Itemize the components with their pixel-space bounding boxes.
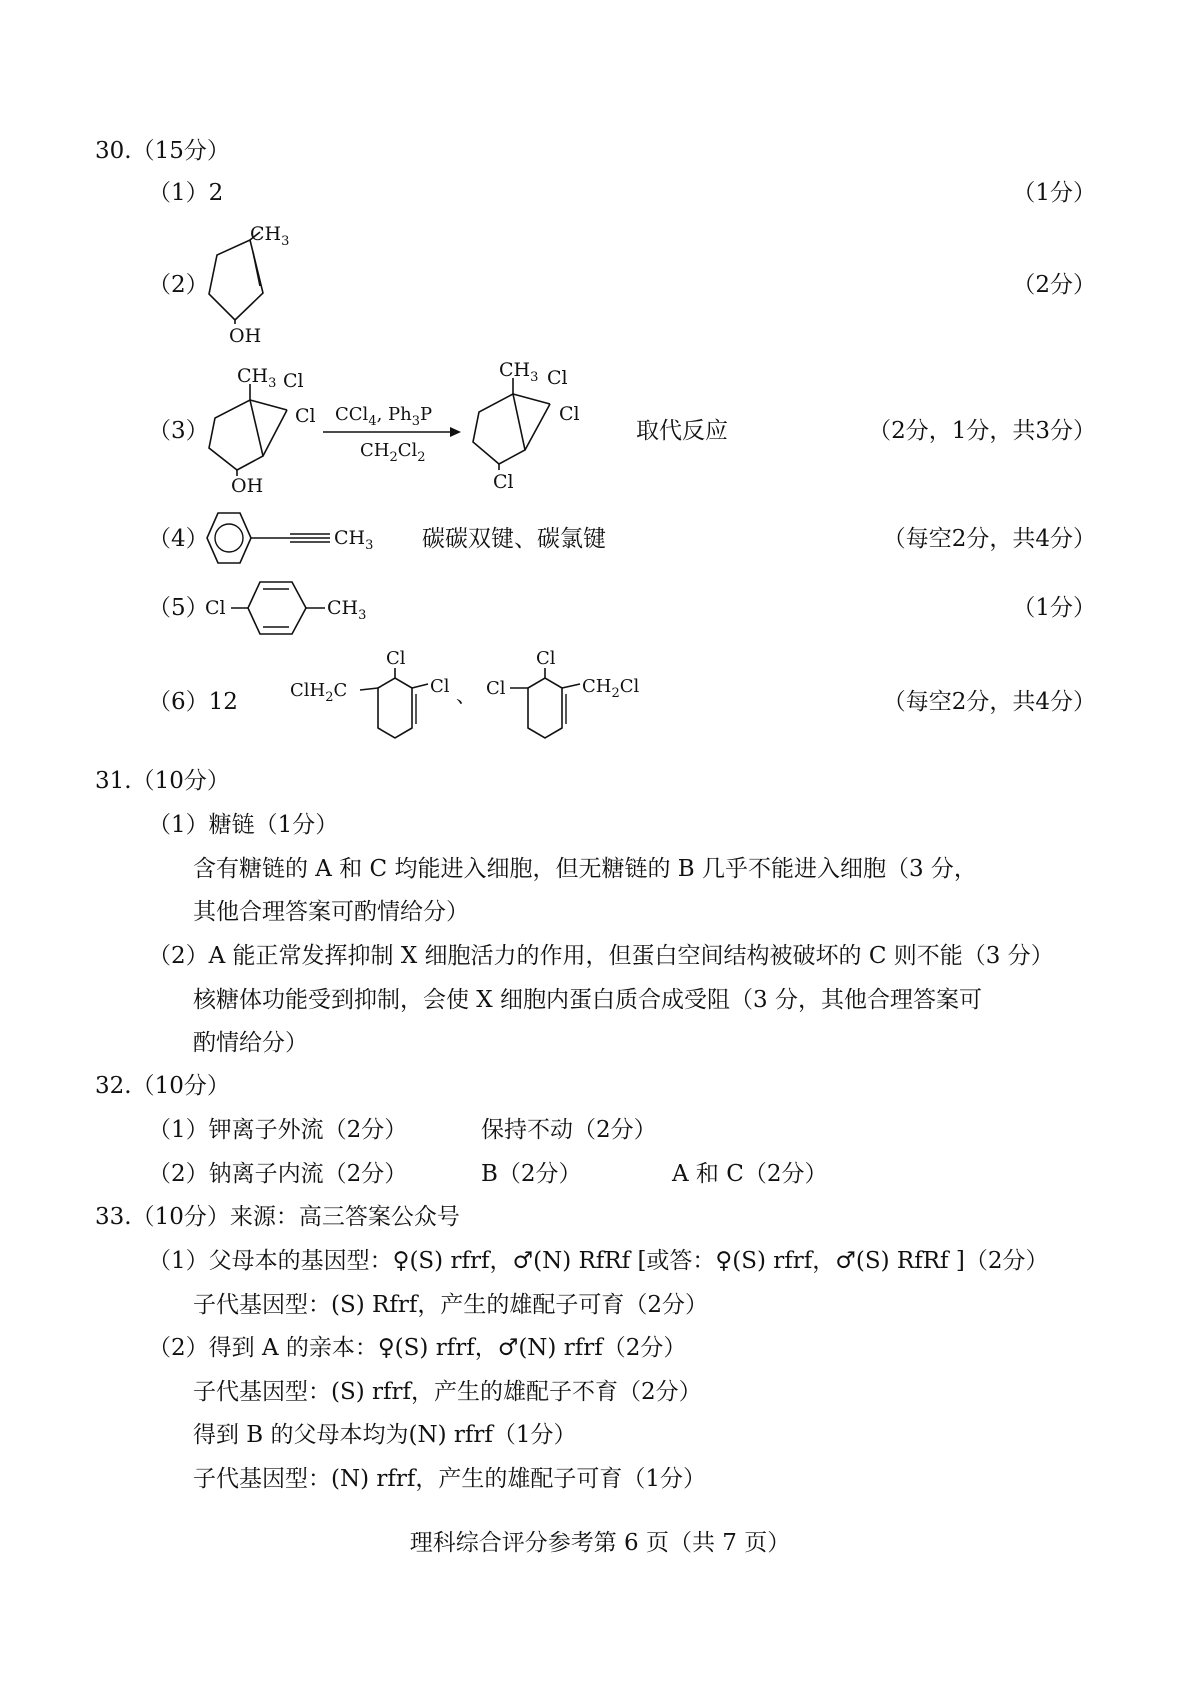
- svg-text:CH3: $CH_3$: [334, 527, 374, 553]
- q31-heading: 31.（10分）: [95, 768, 230, 794]
- svg-text:CH2Cl: $CH_2Cl$: [582, 676, 640, 701]
- q31-part1-line1: 含有糖链的 A 和 C 均能进入细胞，但无糖链的 B 几乎不能进入细胞（3 分，: [193, 856, 977, 882]
- q31-part2-line2: 核糖体功能受到抑制，会使 X 细胞内蛋白质合成受阻（3 分，其他合理答案可: [193, 987, 982, 1013]
- svg-text:Cl: Cl: [295, 405, 316, 427]
- q30-part5-structure: [203, 576, 383, 640]
- q30-part6-structures: [290, 642, 670, 760]
- q30-part3-score: （2分，1分，共3分）: [868, 418, 1096, 444]
- svg-text:Cl: Cl: [486, 678, 506, 699]
- svg-text:、: 、: [456, 683, 476, 707]
- q30-part5-label: （5）: [148, 595, 209, 621]
- q32-row2-b: B（2分）: [481, 1161, 582, 1187]
- q33-line4: 子代基因型：(S) rfrf，产生的雄配子不育（2分）: [193, 1379, 702, 1405]
- q30-part2-score: （2分）: [1012, 272, 1096, 298]
- q30-part2-structure: [195, 218, 305, 350]
- svg-text:Cl: Cl: [205, 597, 226, 619]
- svg-text:CH3: $CH_3$: [237, 365, 277, 391]
- svg-text:Cl: Cl: [386, 648, 406, 669]
- q32-row2-c: A 和 C（2分）: [672, 1161, 828, 1187]
- q30-part2-label: （2）: [148, 272, 209, 298]
- svg-text:CCl4, Ph3P: CCl$_4$, $Ph_3P$: [335, 404, 433, 429]
- q33-line3: （2）得到 A 的亲本：♀(S) rfrf，♂(N) rfrf（2分）: [148, 1335, 687, 1361]
- q32-row1-b: 保持不动（2分）: [481, 1117, 657, 1143]
- q30-part4-label: （4）: [148, 526, 209, 552]
- q30-part1-label: （1）2: [148, 180, 224, 206]
- q31-part1-line2: 其他合理答案可酌情给分）: [193, 899, 469, 925]
- q30-part4-score: （每空2分，共4分）: [882, 526, 1096, 552]
- svg-text:OH: OH: [231, 475, 264, 497]
- q31-part1-title: （1）糖链（1分）: [148, 812, 339, 838]
- svg-text:Cl: Cl: [559, 403, 580, 425]
- svg-text:ClH2C: ClH$_2$C: [290, 680, 348, 705]
- q32-heading: 32.（10分）: [95, 1073, 230, 1099]
- svg-text:CH2Cl2: $CH_2Cl_2$: [360, 440, 426, 465]
- q30-heading: 30.（15分）: [95, 138, 230, 164]
- svg-text:CH3: $CH_3$: [250, 223, 290, 249]
- q33-heading: 33.（10分）来源：高三答案公众号: [95, 1204, 460, 1230]
- q30-part3-reaction: [195, 360, 625, 500]
- q30-part3-reaction-type: 取代反应: [636, 418, 728, 444]
- q30-part3-label: （3）: [148, 418, 209, 444]
- svg-text:Cl: Cl: [430, 676, 450, 697]
- q32-row1-a: （1）钾离子外流（2分）: [148, 1117, 408, 1143]
- q30-part1-score: （1分）: [1012, 180, 1096, 206]
- q30-part4-structure: [200, 506, 390, 572]
- svg-text:CH3: $CH_3$: [499, 360, 539, 385]
- svg-text:Cl: Cl: [547, 367, 568, 389]
- q33-line6: 子代基因型：(N) rfrf，产生的雄配子可育（1分）: [193, 1466, 707, 1492]
- svg-text:CH3: $CH_3$: [327, 597, 367, 623]
- page-footer: 理科综合评分参考第 6 页（共 7 页）: [409, 1530, 791, 1556]
- svg-text:Cl: Cl: [283, 370, 304, 392]
- q31-part2-line3: 酌情给分）: [193, 1030, 308, 1056]
- q30-part6-score: （每空2分，共4分）: [882, 689, 1096, 715]
- svg-text:Cl: Cl: [536, 648, 556, 669]
- q31-part2-line1: （2）A 能正常发挥抑制 X 细胞活力的作用，但蛋白空间结构被破坏的 C 则不能（3 分）: [148, 943, 1054, 969]
- q33-line1: （1）父母本的基因型：♀(S) rfrf，♂(N) RfRf [或答：♀(S) rfrf，♂(S) RfRf ]（2分）: [148, 1248, 1049, 1274]
- svg-text:OH: OH: [229, 325, 262, 347]
- q30-part4-answer: 碳碳双键、碳氯键: [422, 526, 606, 552]
- svg-text:Cl: Cl: [493, 471, 514, 493]
- q30-part5-score: （1分）: [1012, 595, 1096, 621]
- q30-part6-label: （6）12: [148, 689, 238, 715]
- q33-line5: 得到 B 的父母本均为(N) rfrf（1分）: [193, 1422, 577, 1448]
- q32-row2-a: （2）钠离子内流（2分）: [148, 1161, 408, 1187]
- q33-line2: 子代基因型：(S) Rfrf，产生的雄配子可育（2分）: [193, 1292, 708, 1318]
